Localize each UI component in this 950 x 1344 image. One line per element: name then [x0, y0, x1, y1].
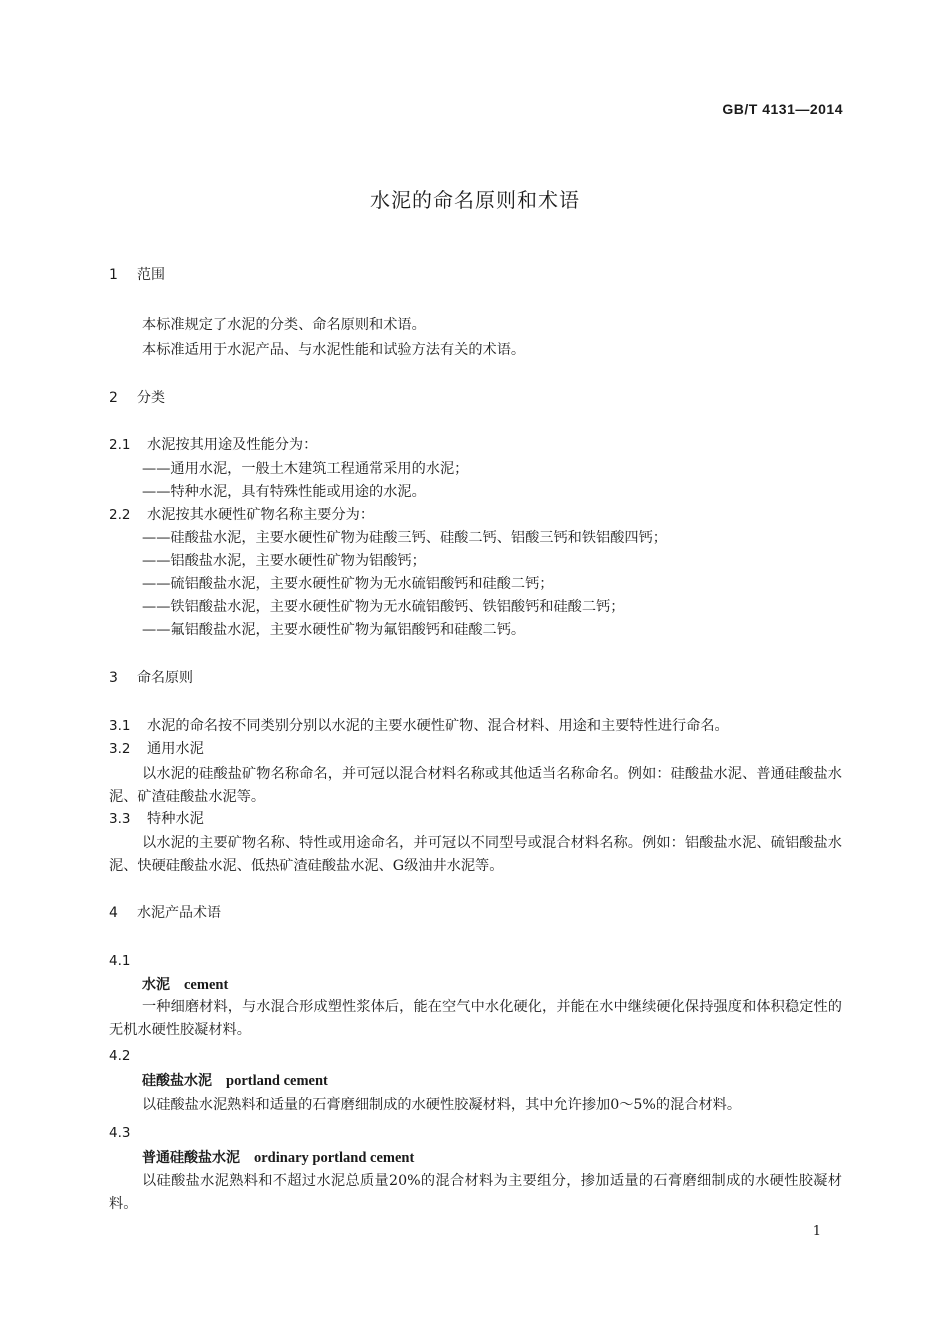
clause-number: 3.2 [109, 741, 131, 757]
section-number: 2 [109, 390, 118, 406]
term-number [109, 1123, 147, 1143]
term-en: portland cement [226, 1073, 328, 1089]
section-title: 命名原则 [137, 670, 193, 686]
section-title: 水泥产品术语 [137, 905, 221, 921]
clause-number: 4.1 [109, 953, 131, 969]
section-4-heading [109, 903, 221, 923]
clause-3-2-heading [109, 739, 204, 759]
section-number: 4 [109, 905, 118, 921]
term-number [109, 951, 147, 971]
term-en: ordinary portland cement [254, 1150, 415, 1166]
list-item: ——硅酸盐水泥，主要水硬性矿物为硅酸三钙、硅酸二钙、铝酸三钙和铁铝酸四钙； [142, 530, 667, 546]
term-en: cement [184, 977, 229, 993]
term-definition: 以硅酸盐水泥熟料和适量的石膏磨细制成的水硬性胶凝材料，其中允许掺加0～5%的混合材料。 [142, 1097, 742, 1113]
term-heading [142, 1071, 328, 1091]
term-heading [142, 1148, 414, 1168]
clause-3-3-heading [109, 809, 204, 829]
page-number: 1 [812, 1224, 821, 1239]
clause-title: 通用水泥 [147, 741, 204, 757]
term-zh: 普通硅酸盐水泥 [142, 1150, 240, 1166]
clause-2-2 [109, 505, 374, 525]
clause-text: 水泥按其用途及性能分为： [147, 437, 318, 453]
standard-code: GB/T 4131—2014 [722, 101, 843, 117]
term-number [109, 1046, 147, 1066]
term-zh: 水泥 [142, 977, 170, 993]
clause-number: 3.1 [109, 718, 131, 734]
list-item: ——氟铝酸盐水泥，主要水硬性矿物为氟铝酸钙和硅酸二钙。 [142, 622, 526, 638]
section-1-heading [109, 265, 165, 285]
list-item: ——硫铝酸盐水泥，主要水硬性矿物为无水硫铝酸钙和硅酸二钙； [142, 576, 554, 592]
clause-text: 水泥的命名按不同类别分别以水泥的主要水硬性矿物、混合材料、用途和主要特性进行命名。 [147, 718, 729, 734]
section-number: 1 [109, 267, 118, 283]
section-title: 分类 [137, 390, 165, 406]
term-heading [142, 975, 228, 995]
paragraph: 本标准规定了水泥的分类、命名原则和术语。 [142, 317, 426, 333]
list-item: ——通用水泥，一般土木建筑工程通常采用的水泥； [142, 461, 469, 477]
clause-number: 2.2 [109, 507, 131, 523]
clause-2-1 [109, 435, 317, 455]
clause-3-1 [109, 716, 729, 736]
section-2-heading [109, 388, 165, 408]
clause-3-2-text: 以水泥的硅酸盐矿物名称命名，并可冠以混合材料名称或其他适当名称命名。例如：硅酸盐水泥、普通硅酸盐水泥、矿渣硅酸盐水泥等。 [109, 766, 842, 805]
term-zh: 硅酸盐水泥 [142, 1073, 212, 1089]
term-definition: 一种细磨材料，与水混合形成塑性浆体后，能在空气中水化硬化，并能在水中继续硬化保持强度和体积稳定性的无机水硬性胶凝材料。 [109, 999, 842, 1038]
clause-text: 水泥按其水硬性矿物名称主要分为： [147, 507, 375, 523]
document-title: 水泥的命名原则和术语 [370, 188, 580, 212]
clause-number: 2.1 [109, 437, 131, 453]
section-number: 3 [109, 670, 118, 686]
clause-number: 4.3 [109, 1125, 131, 1141]
clause-3-3-text: 以水泥的主要矿物名称、特性或用途命名，并可冠以不同型号或混合材料名称。例如：铝酸盐水泥、硫铝酸盐水泥、快硬硅酸盐水泥、低热矿渣硅酸盐水泥、G级油井水泥等。 [109, 835, 842, 874]
section-3-heading [109, 668, 193, 688]
paragraph: 本标准适用于水泥产品、与水泥性能和试验方法有关的术语。 [142, 342, 526, 358]
section-title: 范围 [137, 267, 165, 283]
clause-number: 4.2 [109, 1048, 131, 1064]
list-item: ——铁铝酸盐水泥，主要水硬性矿物为无水硫铝酸钙、铁铝酸钙和硅酸二钙； [142, 599, 625, 615]
clause-number: 3.3 [109, 811, 131, 827]
list-item: ——特种水泥，具有特殊性能或用途的水泥。 [142, 484, 426, 500]
term-definition: 以硅酸盐水泥熟料和不超过水泥总质量20%的混合材料为主要组分，掺加适量的石膏磨细制成的水硬性胶凝材料。 [109, 1173, 842, 1212]
clause-title: 特种水泥 [147, 811, 204, 827]
list-item: ——铝酸盐水泥，主要水硬性矿物为铝酸钙； [142, 553, 426, 569]
